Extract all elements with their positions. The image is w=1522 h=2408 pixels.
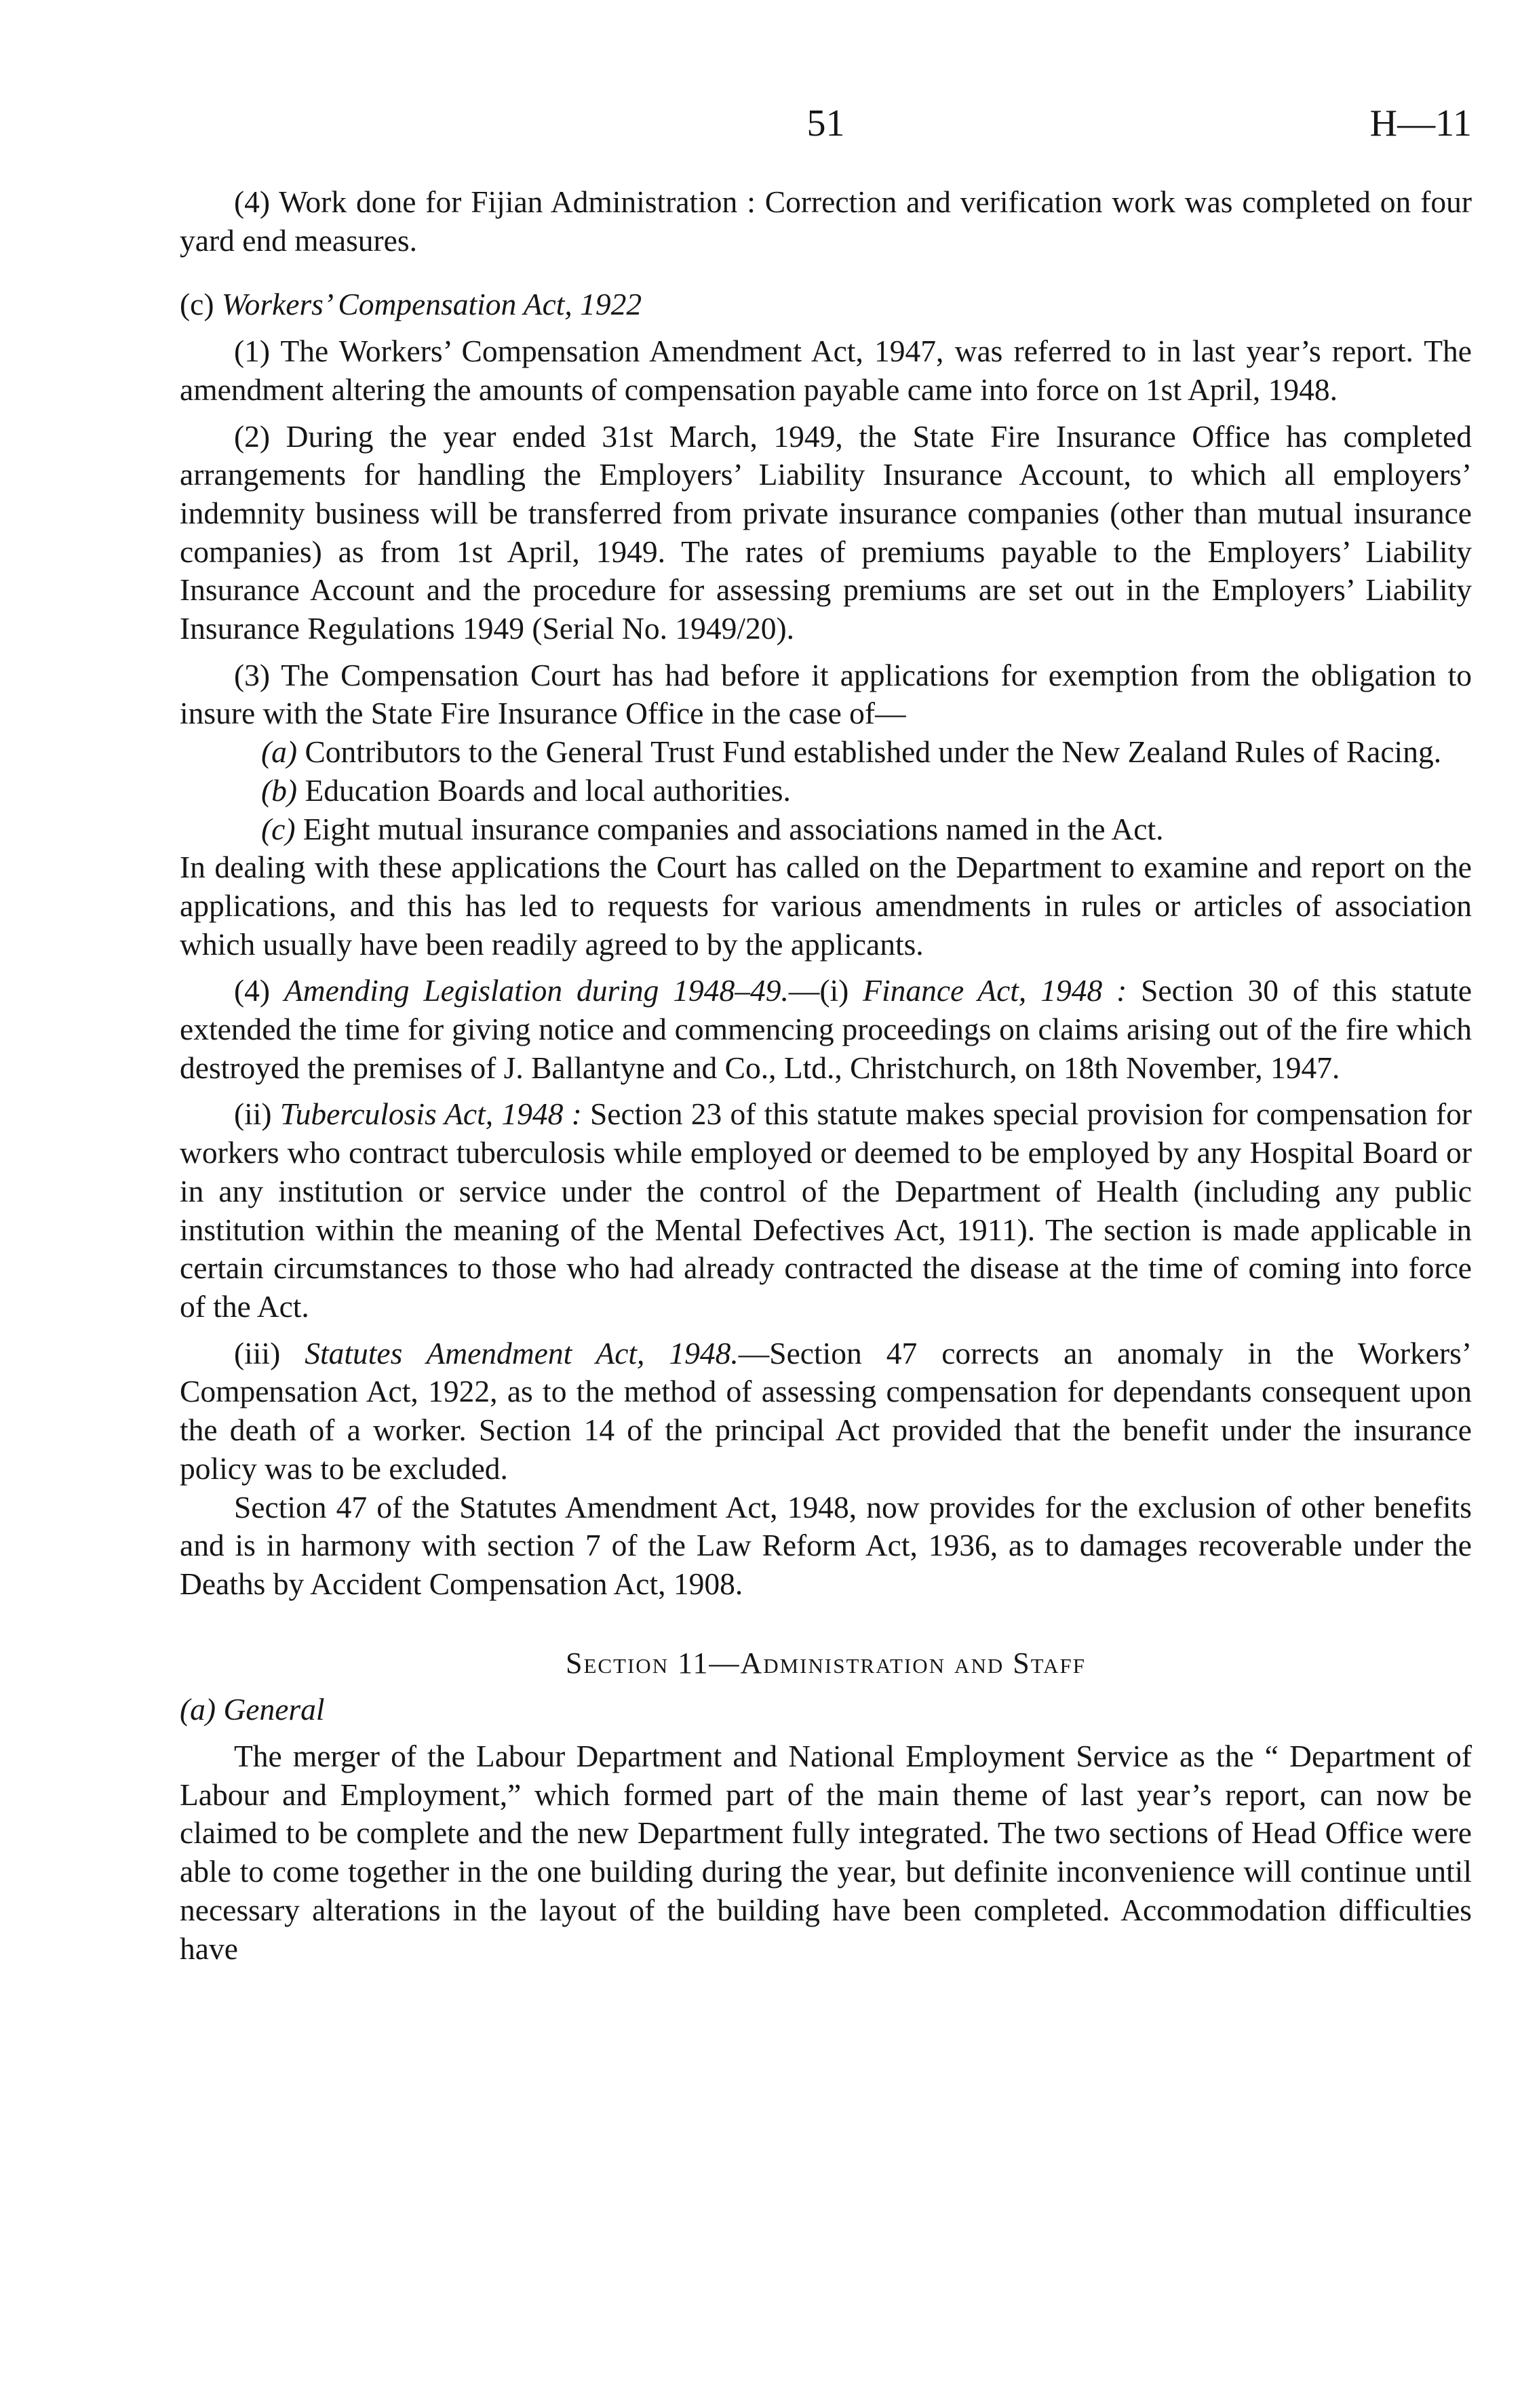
item-number: —(i) [788,973,849,1008]
subsection-number: (c) [180,287,214,322]
paragraph-fijian-administration: (4) Work done for Fijian Administration : Correction and verification work was completed on four yard end measures. [180,184,1472,258]
paragraph-c4 [180,972,1472,1087]
paragraph-number: (4) [234,973,271,1008]
finance-act-text: Section 30 of this statute extended the time for giving notice and commencing proceedings on claims arising out of the fire which destroyed the premises of J. Ballantyne and Co., Ltd., Christchurch, on 18th November, 1947. [180,973,1472,1085]
list-item-label: (b) [261,772,298,808]
paragraph-c2: (2) During the year ended 31st March, 1949, the State Fire Insurance Office has completed arrangements for handling the Employers’ Liability Insurance Account, to which all employers’ indemnity business will be transferred from private insurance companies (other than mutual insurance companies) as from 1st April, 1949. The rates of premiums payable to the Employers’ Liability Insurance Account and the procedure for assessing premiums are set out in the Employers’ Liability Insurance Regulations 1949 (Serial No. 1949/20). [180,418,1472,646]
list-item-c [180,810,1472,849]
tuberculosis-act-text: Section 23 of this statute makes special provision for compensation for workers who contract tuberculosis while employed or deemed to be employed by any Hospital Board or in any institution or service under the control of the Department of Health (including any public institution within the meaning of the Mental Defectives Act, 1911). The section is made applicable in certain circumstances to those who had already contracted the disease at the time of coming into force of the Act. [180,1097,1472,1324]
page-body [180,183,1472,1968]
paragraph-c3-follow: In dealing with these applications the Court has called on the Department to examine and report on the applications, and this has led to requests for various amendments in rules or articles of association which usually have been readily agreed to by the applicants. [180,850,1472,962]
subsection-heading-c [180,285,1472,324]
item-number: (iii) [234,1335,281,1370]
page-number: 51 [806,102,845,144]
list-item-label: (c) [261,811,296,846]
subsection-number: (a) [180,1692,216,1727]
paragraph-c4-iii [180,1335,1472,1488]
statutes-amendment-act-title: Statutes Amendment Act, 1948. [305,1335,739,1370]
finance-act-title: Finance Act, 1948 : [863,973,1127,1008]
statutes-amendment-act-text: —Section 47 corrects an anomaly in the Workers’ Compensation Act, 1922, as to the method of assessing compensation for dependants consequent upon the death of a worker. Section 14 of the principal Act provided that the benefit under the insurance policy was to be excluded. [180,1335,1472,1486]
list-item-b [180,772,1472,810]
paragraph-c1: (1) The Workers’ Compensation Amendment Act, 1947, was referred to in last year’s report. The amendment altering the amounts of compensation payable came into force on 1st April, 1948. [180,334,1472,407]
subsection-heading-a [180,1691,1472,1729]
list-item-text: Eight mutual insurance companies and associations named in the Act. [303,811,1164,846]
tuberculosis-act-title: Tuberculosis Act, 1948 : [279,1097,582,1132]
item-number: (ii) [234,1097,272,1132]
paragraph-section-47: Section 47 of the Statutes Amendment Act, 1948, now provides for the exclusion of other benefits and is in harmony with section 7 of the Law Reform Act, 1936, as to damages recoverable under the Deaths by Accident Compensation Act, 1908. [180,1489,1472,1601]
paragraph-general: The merger of the Labour Department and National Employment Service as the “ Department of Labour and Employment,” which formed part of the main theme of last year’s report, can now be claimed to be complete and the new Department fully integrated. The two sections of Head Office were able to come together in the one building during the year, but definite inconvenience will continue until necessary alterations in the layout of the building have been completed. Accommodation difficulties have [180,1739,1472,1966]
subsection-title: General [223,1692,325,1727]
subsection-title: Workers’ Compensation Act, 1922 [221,287,642,322]
page-header [180,102,1472,156]
paragraph-c4-ii [180,1095,1472,1326]
paragraph-c3: (3) The Compensation Court has had before it applications for exemption from the obligation to insure with the State Fire Insurance Office in the case of— [180,657,1472,731]
list-item-text: Contributors to the General Trust Fund established under the New Zealand Rules of Racing. [305,734,1442,770]
list-item-text: Education Boards and local authorities. [305,772,791,808]
document-code: H—11 [1369,102,1472,144]
list-item-a [180,733,1472,772]
amending-legislation-title: Amending Legislation during 1948–49. [284,973,789,1008]
section-heading: Section 11—Administration and Staff [565,1646,1087,1680]
list-item-label: (a) [261,734,298,770]
